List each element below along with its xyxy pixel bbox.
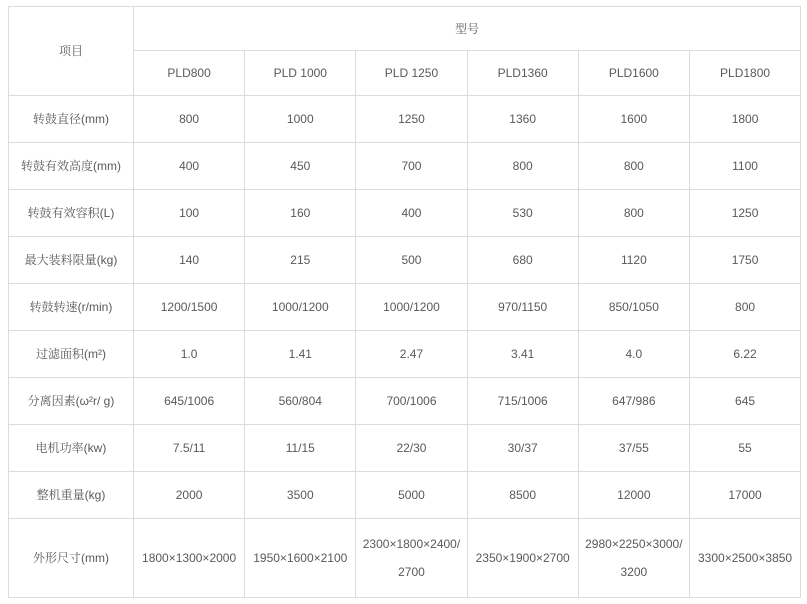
spec-cell: 800 [467, 143, 578, 190]
spec-cell: 1250 [689, 190, 800, 237]
model-column-header: PLD 1250 [356, 51, 467, 96]
row-label: 过滤面积(m²) [9, 331, 134, 378]
spec-cell: 17000 [689, 472, 800, 519]
spec-cell: 647/986 [578, 378, 689, 425]
row-label: 整机重量(kg) [9, 472, 134, 519]
spec-cell: 7.5/11 [134, 425, 245, 472]
table-row [9, 519, 801, 598]
spec-cell: 715/1006 [467, 378, 578, 425]
table-row [9, 190, 801, 237]
spec-cell: 215 [245, 237, 356, 284]
spec-cell: 140 [134, 237, 245, 284]
spec-cell: 800 [134, 96, 245, 143]
spec-cell: 450 [245, 143, 356, 190]
table-row [9, 472, 801, 519]
spec-cell: 6.22 [689, 331, 800, 378]
model-column-header: PLD1360 [467, 51, 578, 96]
spec-cell: 1800 [689, 96, 800, 143]
spec-cell: 37/55 [578, 425, 689, 472]
spec-cell: 1.41 [245, 331, 356, 378]
spec-cell: 2000 [134, 472, 245, 519]
spec-cell: 645 [689, 378, 800, 425]
spec-cell: 1360 [467, 96, 578, 143]
spec-cell: 160 [245, 190, 356, 237]
spec-cell: 560/804 [245, 378, 356, 425]
spec-table [8, 6, 801, 598]
spec-table-body [9, 96, 801, 598]
model-column-header: PLD800 [134, 51, 245, 96]
spec-cell: 3.41 [467, 331, 578, 378]
spec-cell: 680 [467, 237, 578, 284]
model-group-header-cell: 型号 [134, 7, 801, 51]
spec-cell: 530 [467, 190, 578, 237]
table-row [9, 96, 801, 143]
spec-cell: 1200/1500 [134, 284, 245, 331]
spec-cell: 5000 [356, 472, 467, 519]
spec-cell: 1800×1300×2000 [134, 519, 245, 598]
row-label: 电机功率(kw) [9, 425, 134, 472]
table-row [9, 284, 801, 331]
spec-cell: 1600 [578, 96, 689, 143]
spec-cell: 12000 [578, 472, 689, 519]
spec-cell: 2350×1900×2700 [467, 519, 578, 598]
row-label: 最大装料限量(kg) [9, 237, 134, 284]
spec-cell: 1000 [245, 96, 356, 143]
table-row [9, 331, 801, 378]
table-row [9, 143, 801, 190]
spec-cell: 2300×1800×2400/2700 [356, 519, 467, 598]
spec-cell: 2.47 [356, 331, 467, 378]
item-header-cell: 项目 [9, 7, 134, 96]
spec-cell: 100 [134, 190, 245, 237]
model-column-header: PLD1800 [689, 51, 800, 96]
row-label: 分离因素(ω²r/ g) [9, 378, 134, 425]
spec-cell: 400 [356, 190, 467, 237]
spec-cell: 1000/1200 [356, 284, 467, 331]
spec-cell: 1100 [689, 143, 800, 190]
spec-cell: 8500 [467, 472, 578, 519]
table-row [9, 378, 801, 425]
row-label: 转鼓转速(r/min) [9, 284, 134, 331]
spec-cell: 1250 [356, 96, 467, 143]
spec-cell: 3300×2500×3850 [689, 519, 800, 598]
spec-cell: 700/1006 [356, 378, 467, 425]
row-label: 转鼓有效高度(mm) [9, 143, 134, 190]
spec-cell: 500 [356, 237, 467, 284]
spec-cell: 1120 [578, 237, 689, 284]
spec-cell: 2980×2250×3000/3200 [578, 519, 689, 598]
spec-cell: 800 [578, 190, 689, 237]
spec-cell: 1.0 [134, 331, 245, 378]
spec-cell: 800 [689, 284, 800, 331]
row-label: 外形尺寸(mm) [9, 519, 134, 598]
table-row [9, 237, 801, 284]
spec-cell: 970/1150 [467, 284, 578, 331]
row-label: 转鼓直径(mm) [9, 96, 134, 143]
spec-cell: 1000/1200 [245, 284, 356, 331]
row-label: 转鼓有效容积(L) [9, 190, 134, 237]
model-column-header: PLD1600 [578, 51, 689, 96]
spec-cell: 400 [134, 143, 245, 190]
model-header-row [9, 7, 801, 51]
spec-cell: 30/37 [467, 425, 578, 472]
spec-cell: 4.0 [578, 331, 689, 378]
spec-cell: 850/1050 [578, 284, 689, 331]
spec-cell: 645/1006 [134, 378, 245, 425]
spec-cell: 11/15 [245, 425, 356, 472]
spec-cell: 800 [578, 143, 689, 190]
table-row [9, 425, 801, 472]
spec-cell: 1750 [689, 237, 800, 284]
spec-cell: 3500 [245, 472, 356, 519]
spec-cell: 22/30 [356, 425, 467, 472]
model-column-header: PLD 1000 [245, 51, 356, 96]
spec-cell: 55 [689, 425, 800, 472]
spec-cell: 1950×1600×2100 [245, 519, 356, 598]
spec-cell: 700 [356, 143, 467, 190]
